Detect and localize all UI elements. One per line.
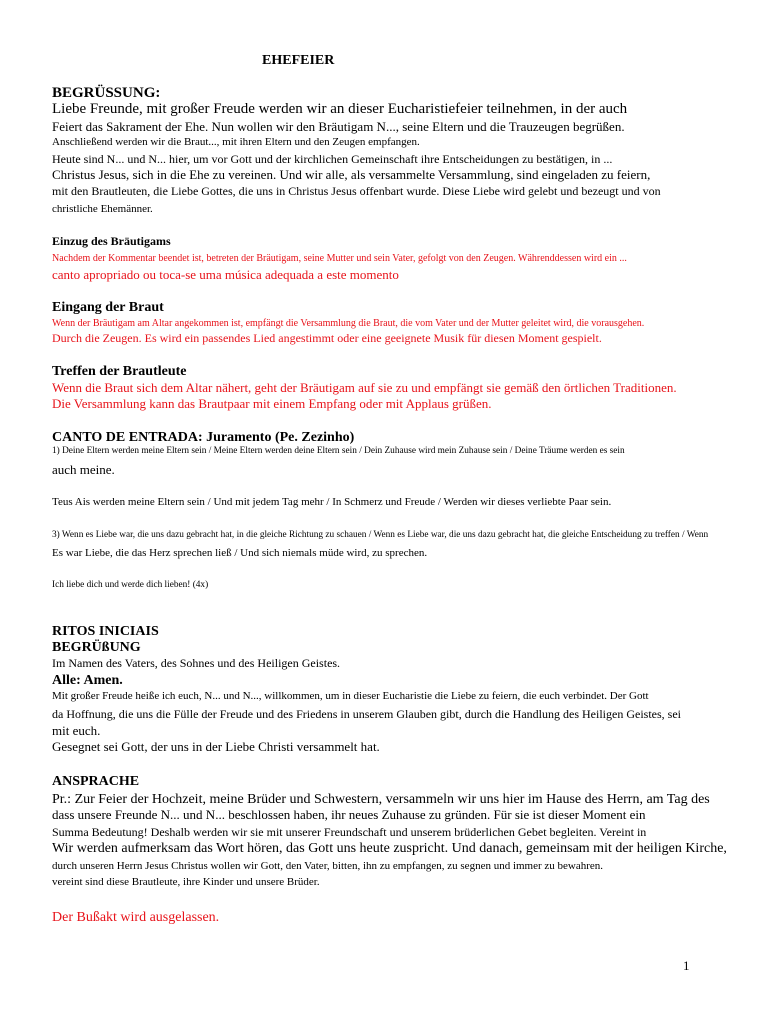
meeting-line: Die Versammlung kann das Brautpaar mit einem Empfang oder mit Applaus grüßen. [52, 396, 492, 411]
song-line: Teus Ais werden meine Eltern sein / Und mit jedem Tag mehr / In Schmerz und Freude / Werden wir dieses verliebte Paar sein. [52, 496, 612, 508]
song-line: 3) Wenn es Liebe war, die uns dazu gebracht hat, in die gleiche Richtung zu schauen / Wenn es Liebe war, die uns dazu gebracht hat, die gleiche Entscheidung zu treffen / Wenn [52, 530, 709, 540]
greeting-line: Feiert das Sakrament der Ehe. Nun wollen wir den Bräutigam N..., seine Eltern und die Trauzeugen begrüßen. [52, 119, 625, 134]
address-line: Pr.: Zur Feier der Hochzeit, meine Brüder und Schwestern, versammeln wir uns hier im Hause des Herrn, am Tag des [52, 792, 710, 807]
song-line: Ich liebe dich und werde dich lieben! (4x) [52, 580, 209, 590]
song-line: auch meine. [52, 462, 115, 477]
song-line: 1) Deine Eltern werden meine Eltern sein / Meine Eltern werden deine Eltern sein / Dein Zuhause wird mein Zuhause sein / Deine Träume werden es sein [52, 446, 625, 456]
rites-subheading: BEGRÜßUNG [52, 640, 141, 655]
bride-heading: Eingang der Braut [52, 300, 164, 315]
amen-line: Alle: Amen. [52, 673, 123, 688]
address-line: dass unsere Freunde N... und N... beschlossen haben, ihr neues Zuhause zu gründen. Für sie ist dieser Moment ein [52, 807, 646, 822]
greeting-line: Heute sind N... und N... hier, um vor Gott und der kirchlichen Gemeinschaft ihre Entscheidungen zu bestätigen, in ... [52, 152, 613, 166]
document-title: EHEFEIER [262, 53, 335, 68]
address-line: Wir werden aufmerksam das Wort hören, das Gott uns heute zuspricht. Und danach, gemeinsam mit der heiligen Kirche, [52, 841, 727, 856]
greeting-line: mit den Brautleuten, die Liebe Gottes, die uns in Christus Jesus offenbart wurde. Diese Liebe wird gelebt und bezeugt und von [52, 184, 661, 198]
address-heading: ANSPRACHE [52, 774, 140, 789]
greeting-heading: BEGRÜSSUNG: [52, 85, 161, 101]
rites-heading: RITOS INICIAIS [52, 624, 159, 639]
rites-line: Gesegnet sei Gott, der uns in der Liebe Christi versammelt hat. [52, 739, 380, 754]
penitential-note: Der Bußakt wird ausgelassen. [52, 910, 220, 925]
groom-line: canto apropriado ou toca-se uma música adequada a este momento [52, 267, 399, 282]
greeting-line: Anschließend werden wir die Braut..., mit ihren Eltern und den Zeugen empfangen. [52, 136, 420, 148]
bride-line: Durch die Zeugen. Es wird ein passendes Lied angestimmt oder eine geeignete Musik für diesen Moment gespielt. [52, 331, 602, 345]
meeting-heading: Treffen der Brautleute [52, 364, 187, 379]
greeting-line: Christus Jesus, sich in die Ehe zu vereinen. Und wir alle, als versammelte Versammlung, sind eingeladen zu feiern, [52, 167, 651, 182]
page-number: 1 [683, 958, 690, 973]
rites-line: Mit großer Freude heiße ich euch, N... und N..., willkommen, um in dieser Eucharistie die Liebe zu feiern, die euch verbindet. Der Gott [52, 690, 649, 702]
rites-line: mit euch. [52, 723, 101, 738]
song-line: Es war Liebe, die das Herz sprechen ließ / Und sich niemals müde wird, zu sprechen. [52, 547, 428, 559]
address-line: durch unseren Herrn Jesus Christus wollen wir Gott, den Vater, bitten, ihn zu empfangen, zu segnen und immer zu bewahren. [52, 860, 604, 872]
greeting-line: Liebe Freunde, mit großer Freude werden wir an dieser Eucharistiefeier teilnehmen, in der auch [52, 101, 628, 117]
bride-line: Wenn der Bräutigam am Altar angekommen ist, empfängt die Versammlung die Braut, die vom Vater und der Mutter geleitet wird, die vorausgehen. [52, 318, 645, 329]
groom-line: Nachdem der Kommentar beendet ist, betreten der Bräutigam, seine Mutter und sein Vater, gefolgt von den Zeugen. Währenddessen wird ein ... [52, 253, 627, 264]
meeting-line: Wenn die Braut sich dem Altar nähert, geht der Bräutigam auf sie zu und empfängt sie gemäß den örtlichen Traditionen. [52, 380, 677, 395]
rites-line: Im Namen des Vaters, des Sohnes und des Heiligen Geistes. [52, 656, 341, 670]
rites-line: da Hoffnung, die uns die Fülle der Freude und des Friedens in unserem Glauben gibt, durch die Handlung des Heiligen Geistes, sei [52, 707, 681, 721]
address-line: Summa Bedeutung! Deshalb werden wir sie mit unserer Freundschaft und unserem brüderlichen Gebet begleiten. Vereint in [52, 825, 647, 839]
groom-heading: Einzug des Bräutigams [52, 234, 171, 248]
song-heading: CANTO DE ENTRADA: Juramento (Pe. Zezinho) [52, 430, 355, 445]
greeting-line: christliche Ehemänner. [52, 203, 153, 215]
address-line: vereint sind diese Brautleute, ihre Kinder und unsere Brüder. [52, 876, 320, 888]
